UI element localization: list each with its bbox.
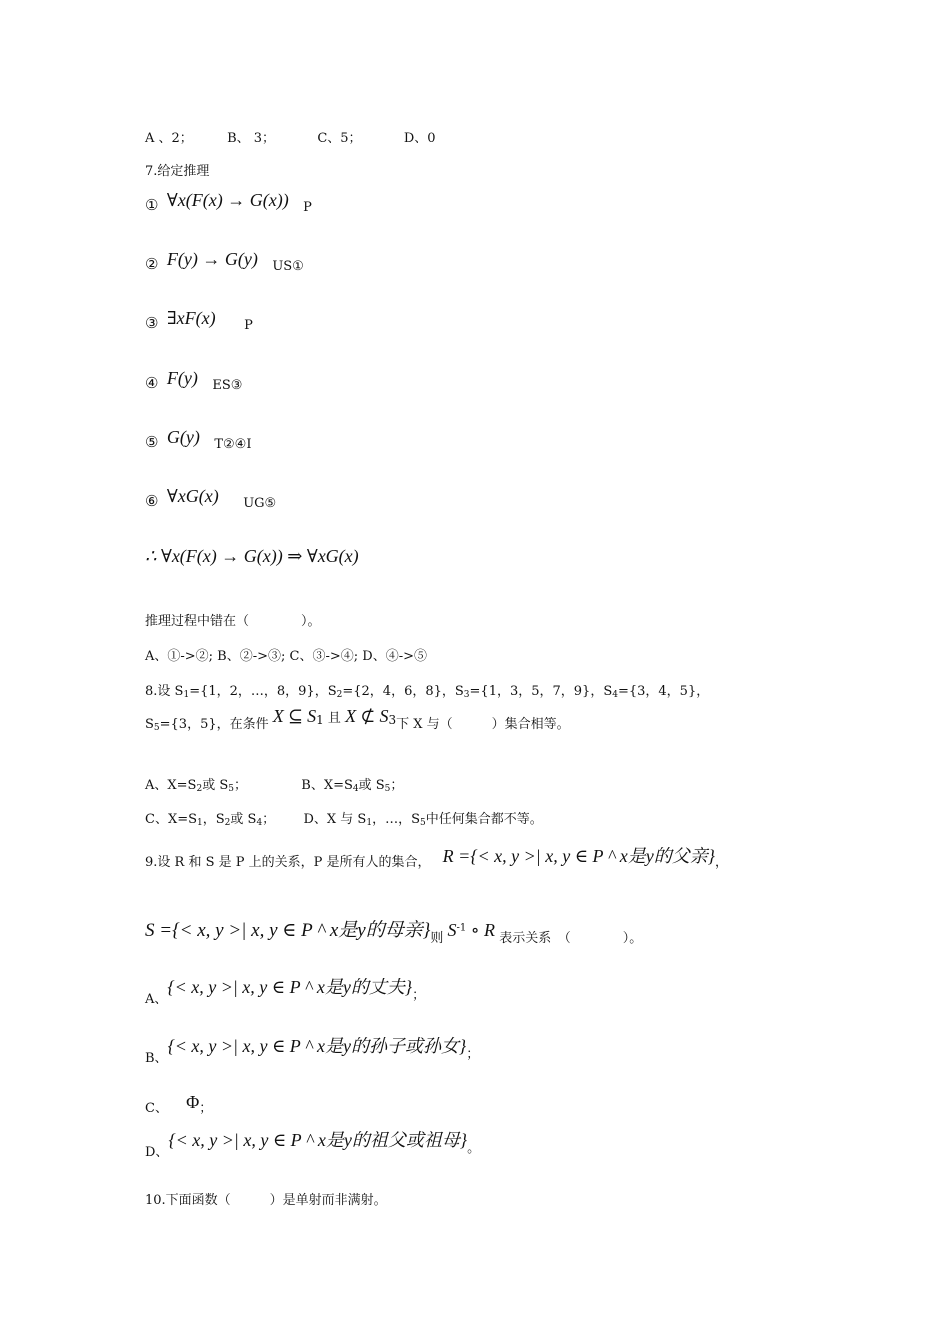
q7-step-5	[145, 427, 252, 452]
math-and: 且	[327, 711, 341, 726]
q9-line1	[145, 846, 728, 872]
step-number: ②	[145, 255, 159, 273]
subscript: 2	[336, 690, 343, 700]
text: ；	[233, 778, 247, 793]
step-justification: US①	[272, 259, 304, 274]
subscript: 5	[228, 784, 234, 794]
step-formula: F(y) → G(y)	[166, 249, 258, 269]
q6-options	[145, 127, 436, 146]
q6-option-a: A 、2；	[145, 131, 193, 146]
q8-condition-text: ={3，5}，在条件	[159, 717, 269, 732]
subscript: 1	[316, 713, 324, 727]
option-label: B、	[145, 1051, 168, 1066]
q8-prefix: 8.设 S	[145, 684, 184, 699]
q8-question-tail: 下 X 与（ ）集合相等。	[396, 717, 570, 732]
subscript: 4	[352, 784, 359, 794]
q8-s5: S	[145, 717, 154, 732]
q7-step-4	[145, 368, 243, 393]
step-number: ③	[145, 314, 159, 332]
subscript: 3	[463, 690, 470, 700]
superscript: -1	[456, 922, 467, 934]
q7-step-6	[145, 486, 277, 511]
q8-set-text: ={3，4，5}，	[617, 684, 710, 699]
math-s: S	[447, 920, 457, 940]
subscript: 4	[256, 818, 263, 828]
q9-option-c	[145, 1092, 213, 1116]
subscript: 1	[197, 818, 203, 828]
q7-step-3	[145, 308, 253, 333]
text: 。	[467, 1141, 481, 1156]
q8-option-c	[145, 812, 275, 827]
subscript: 5	[419, 818, 426, 828]
q9-option-b	[145, 1032, 480, 1066]
q7-step-1	[145, 190, 312, 215]
option-label: D、	[145, 1145, 169, 1160]
step-number: ⑥	[145, 492, 159, 510]
q7-title: 7.给定推理	[145, 164, 210, 179]
q9-intro: 9.设 R 和 S 是 P 上的关系，P 是所有人的集合，	[145, 855, 431, 870]
step-number: ④	[145, 374, 159, 392]
text: A、X=S	[145, 778, 197, 793]
text: ，…，S	[372, 812, 420, 827]
step-formula: ∀xG(x)	[166, 486, 219, 506]
step-justification: UG⑤	[243, 496, 277, 511]
q8-option-b	[301, 778, 403, 793]
step-formula: ∃xF(x)	[166, 308, 216, 328]
text: ；	[390, 778, 404, 793]
subscript: 3	[388, 713, 397, 727]
q8-options-cd	[145, 808, 543, 828]
step-justification: P	[303, 200, 312, 215]
text: ；	[412, 988, 426, 1003]
math-subseteq: ⊆	[287, 706, 303, 726]
math-x: X	[345, 706, 357, 726]
option-formula: Φ	[186, 1092, 200, 1112]
q8-line1	[145, 680, 709, 700]
text: 则	[430, 931, 444, 946]
q8-line2	[145, 706, 570, 733]
subscript: 4	[612, 690, 618, 700]
q10-question: 10.下面函数（ ）是单射而非满射。	[145, 1193, 387, 1208]
text: 或 S	[230, 812, 257, 827]
option-formula: {< x, y >| x, y ∈ P ^ x是y的丈夫}	[167, 977, 413, 997]
math-s: S	[307, 706, 317, 726]
step-formula: ∀x(F(x) → G(x))	[166, 190, 289, 210]
text: D、X 与 S	[303, 812, 367, 827]
q6-option-b: B、 3；	[227, 131, 276, 146]
option-label: A、	[145, 992, 168, 1007]
text: 或 S	[358, 778, 385, 793]
q6-option-d: D、0	[403, 131, 436, 146]
option-formula: {< x, y >| x, y ∈ P ^ x是y的祖父或祖母}	[168, 1130, 468, 1150]
q8-set-text: ={2，4，6，8}，S	[342, 684, 464, 699]
q8-set-text: ={1，3，5，7，9}，S	[469, 684, 613, 699]
step-justification: P	[244, 318, 253, 333]
q8-option-a	[145, 778, 247, 793]
math-s: S	[379, 706, 389, 726]
step-number: ⑤	[145, 433, 159, 451]
option-label: C、	[145, 1101, 168, 1116]
q9-option-a	[145, 973, 426, 1007]
q9-r-definition: R ={< x, y >| x, y ∈ P ^ x是y的父亲}	[442, 846, 715, 866]
step-number: ①	[145, 196, 159, 214]
math-x: X	[272, 706, 284, 726]
text: ，S	[202, 812, 225, 827]
q7-step-2	[145, 249, 304, 274]
step-formula: F(y)	[166, 368, 198, 388]
text: 或 S	[202, 778, 229, 793]
text: ，	[714, 855, 728, 870]
q8-option-d	[303, 812, 542, 827]
subscript: 2	[196, 784, 203, 794]
subscript: 5	[384, 784, 391, 794]
q8-set-text: ={1，2，…，8，9}，S	[189, 684, 337, 699]
option-formula: {< x, y >| x, y ∈ P ^ x是y的孙子或孙女}	[167, 1036, 467, 1056]
math-compose-r: ∘ R	[466, 920, 496, 940]
q7-question: 推理过程中错在（ ）。	[145, 614, 321, 629]
subscript: 2	[224, 818, 231, 828]
q9-option-d	[145, 1126, 481, 1160]
subscript: 1	[366, 818, 373, 828]
text: B、X=S	[301, 778, 353, 793]
text: ；	[466, 1047, 480, 1062]
text: ；	[199, 1101, 213, 1116]
q8-options-ab	[145, 774, 403, 794]
q9-question-tail: 表示关系 （ ）。	[499, 931, 643, 946]
subscript: 1	[183, 690, 190, 700]
step-justification: T②④I	[214, 437, 252, 452]
q9-s-definition: S ={< x, y >| x, y ∈ P ^ x是y的母亲}	[145, 920, 431, 941]
q9-line2	[145, 915, 643, 946]
q6-option-c: C、5；	[317, 131, 362, 146]
q7-conclusion	[145, 546, 359, 567]
math-not-subset: ⊄	[360, 706, 376, 726]
q8-condition-formula	[272, 706, 397, 727]
text: ；	[262, 812, 276, 827]
step-justification: ES③	[212, 378, 243, 393]
subscript: 5	[153, 723, 160, 733]
text: C、X=S	[145, 812, 198, 827]
q7-options: A、①->②; B、②->③; C、③->④; D、④->⑤	[145, 649, 427, 664]
conclusion-formula: ∴ ∀x(F(x) → G(x)) ⇒ ∀xG(x)	[145, 546, 359, 566]
text: 中任何集合都不等。	[425, 812, 543, 827]
step-formula: G(y)	[166, 427, 200, 447]
